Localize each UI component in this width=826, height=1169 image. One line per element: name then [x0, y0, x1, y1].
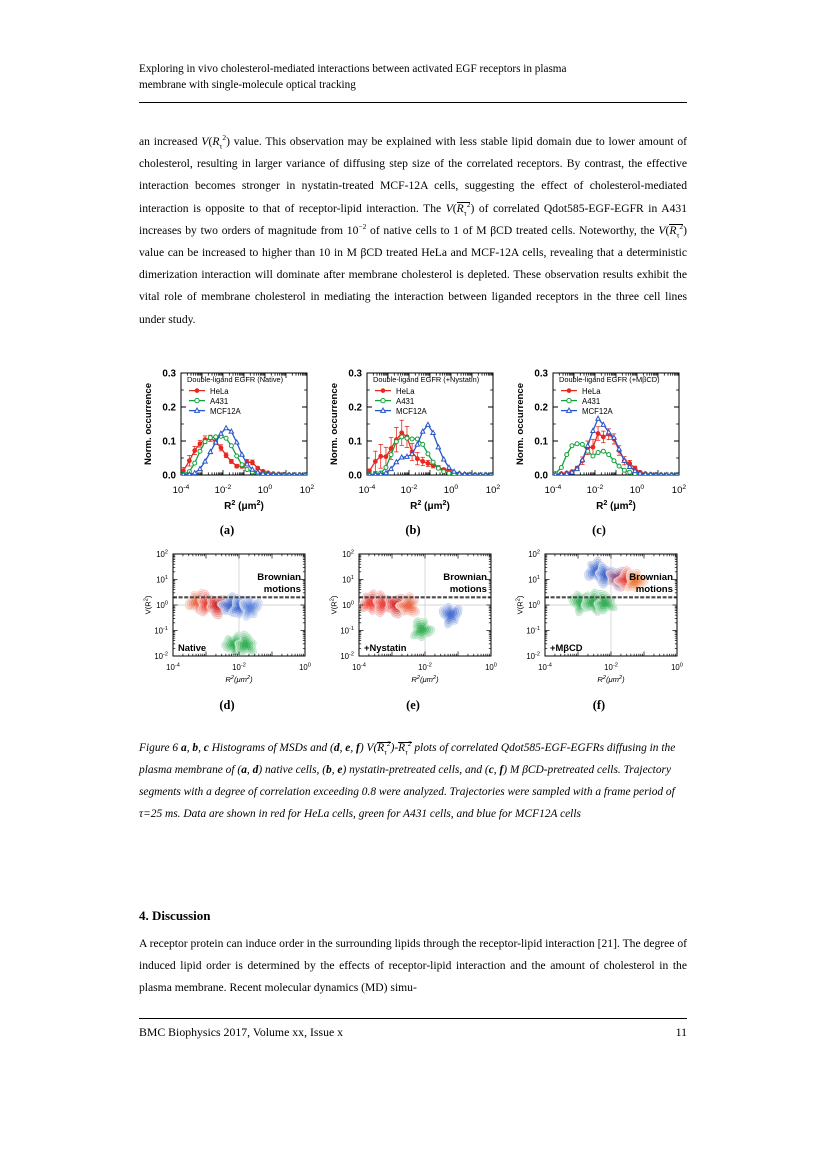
svg-text:+Nystatin: +Nystatin	[364, 642, 407, 653]
svg-text:10-4: $10^{-4}$	[538, 662, 552, 672]
histogram-svg-b	[325, 363, 501, 521]
svg-text:10-1: $10^{-1}$	[340, 626, 354, 636]
svg-text:10-4: $10^{-4}$	[352, 662, 366, 672]
svg-text:MCF12A: MCF12A	[582, 406, 613, 416]
page-footer	[139, 1025, 687, 1040]
figure-row-histograms	[139, 363, 687, 538]
panel-e	[325, 544, 501, 713]
section-heading-discussion: 4. Discussion	[139, 908, 211, 923]
panel-d	[139, 544, 315, 713]
svg-text:0.2: 0.2	[534, 402, 548, 414]
svg-text:100: $10^0$	[299, 662, 311, 672]
contour-chart-f	[511, 544, 687, 696]
figure-6	[139, 363, 687, 713]
contour-chart-e	[325, 544, 501, 696]
svg-text:motions: motions	[449, 584, 487, 595]
svg-text:10-4: $10^{-4}$	[172, 484, 190, 496]
svg-text:Norm. occurrence: Norm. occurrence	[329, 382, 340, 466]
panel-c	[511, 363, 687, 538]
svg-text:100: $10^0$	[629, 484, 645, 496]
svg-text:10-1: $10^{-1}$	[154, 626, 168, 636]
svg-text:101: $10^1$	[528, 575, 540, 585]
svg-text:A431: A431	[582, 396, 601, 406]
svg-text:+MβCD: +MβCD	[550, 642, 583, 653]
svg-text:10-2: $10^{-2}$	[526, 651, 540, 661]
svg-text:motions: motions	[263, 584, 301, 595]
footer-divider	[139, 1018, 687, 1019]
histogram-svg-c	[511, 363, 687, 521]
svg-text:100: $10^0$	[342, 600, 354, 610]
svg-text:Norm. occurrence: Norm. occurrence	[143, 382, 154, 466]
footer-journal: BMC Biophysics 2017, Volume xx, Issue x	[139, 1025, 344, 1039]
svg-text:A431: A431	[210, 396, 229, 406]
panel-a-label: (a)	[219, 523, 235, 537]
contour-chart-d	[139, 544, 315, 696]
svg-text:0.0: 0.0	[348, 470, 362, 482]
svg-text:0.3: 0.3	[348, 368, 362, 380]
contour-svg-e	[325, 544, 501, 696]
svg-text:102: $10^2$	[342, 549, 354, 559]
running-head-line-1: Exploring in vivo cholesterol-mediated interactions between activated EGF receptors in plasma	[139, 63, 567, 75]
svg-text:101: $10^1$	[156, 575, 168, 585]
svg-text:10-2: $10^{-2}$	[232, 662, 246, 672]
svg-text:MCF12A: MCF12A	[396, 406, 427, 416]
panel-f-label: (f)	[592, 698, 606, 712]
panel-f	[511, 544, 687, 713]
svg-text:MCF12A: MCF12A	[210, 406, 241, 416]
svg-text:10-4: $10^{-4}$	[544, 484, 562, 496]
svg-text:0.3: 0.3	[534, 368, 548, 380]
histogram-chart-c	[511, 363, 687, 521]
svg-text:V(R2): $V(R^2)$	[329, 595, 339, 615]
svg-text:Brownian: Brownian	[257, 572, 301, 583]
footer-page-number: 11	[675, 1025, 687, 1039]
svg-text:10-2: $10^{-2}$	[214, 484, 232, 496]
svg-text:R2(μm2): $R^2(\mu m^2)$	[597, 675, 625, 684]
svg-text:102: $10^2$	[485, 484, 501, 496]
svg-text:Norm. occurrence: Norm. occurrence	[515, 382, 526, 466]
contour-svg-d	[139, 544, 315, 696]
svg-text:V(R2): $V(R^2)$	[143, 595, 153, 615]
svg-text:HeLa: HeLa	[582, 386, 601, 396]
svg-text:10-2: $10^{-2}$	[586, 484, 604, 496]
body-paragraph-top: an increased $V(R_\tau^2)$ value. This observation may be explained with less stable lipid domain due to lower amount of cholesterol, resulting in larger variance of diffusing step size of the correlated receptors. By contrast, the effective interaction becomes stronger in nystatin-treated MCF-12A cells, suggesting the effect of cholesterol-mediated interaction is opposite to that of receptor-lipid interaction. The $V(R_\tau^2)$ of correlated Qdot585-EGF-EGFR in A431 increases by two orders of magnitude from $10^{-2}$ of native cells to 1 of M βCD treated cells. Noteworthy, the $V(R_\tau^2)$ value can be increased to higher than 10 in M βCD treated HeLa and MCF-12A cells, revealing that a deterministic dimerization interaction will dominate after membrane cholesterol is depleted. These observation results exhibit the vital role of membrane cholesterol in mediating the interaction between liganded receptors in the three cell lines under study.	[139, 133, 688, 326]
svg-text:0.0: 0.0	[162, 470, 176, 482]
svg-text:100: $10^0$	[156, 600, 168, 610]
svg-text:0.0: 0.0	[534, 470, 548, 482]
svg-text:0.1: 0.1	[348, 436, 362, 448]
running-head-line-2: membrane with single-molecule optical tracking	[139, 78, 356, 91]
svg-text:0.2: 0.2	[348, 402, 362, 414]
svg-text:102: $10^2$	[528, 549, 540, 559]
figure-row-contours	[139, 544, 687, 713]
svg-text:10-2: $10^{-2}$	[154, 651, 168, 661]
svg-text:10-1: $10^{-1}$	[526, 626, 540, 636]
svg-text:102: $10^2$	[671, 484, 687, 496]
panel-e-label: (e)	[406, 698, 420, 712]
contour-svg-f	[511, 544, 687, 696]
panel-c-label: (c)	[592, 523, 606, 537]
svg-text:100: $10^0$	[671, 662, 683, 672]
svg-text:100: $10^0$	[485, 662, 497, 672]
panel-a	[139, 363, 315, 538]
svg-text:10-2: $10^{-2}$	[340, 651, 354, 661]
svg-text:R2 (μm2): $R^2$ $(\mu m^2)$	[596, 498, 636, 512]
svg-text:motions: motions	[635, 584, 673, 595]
svg-text:10-2: $10^{-2}$	[604, 662, 618, 672]
svg-text:R2 (μm2): $R^2$ $(\mu m^2)$	[224, 498, 264, 512]
svg-text:0.1: 0.1	[162, 436, 176, 448]
histogram-chart-a	[139, 363, 315, 521]
svg-text:102: $10^2$	[299, 484, 315, 496]
svg-text:0.1: 0.1	[534, 436, 548, 448]
header-divider	[139, 102, 687, 103]
svg-text:A431: A431	[396, 396, 415, 406]
panel-d-label: (d)	[219, 698, 235, 712]
discussion-paragraph: A receptor protein can induce order in the surrounding lipids through the receptor-lipid interaction [21]. The degree of induced lipid order is determined by the effects of receptor-lipid interaction and the amount of cholesterol in the plasma membrane. Recent molecular dynamics (MD) simu-	[139, 937, 687, 995]
svg-text:R2(μm2): $R^2(\mu m^2)$	[225, 675, 253, 684]
svg-text:100: $10^0$	[528, 600, 540, 610]
svg-text:10-4: $10^{-4}$	[358, 484, 376, 496]
svg-text:10-2: $10^{-2}$	[400, 484, 418, 496]
svg-text:0.3: 0.3	[162, 368, 176, 380]
svg-text:101: $10^1$	[342, 575, 354, 585]
svg-text:Brownian: Brownian	[443, 572, 487, 583]
running-head	[139, 62, 687, 93]
svg-text:10-4: $10^{-4}$	[166, 662, 180, 672]
svg-text:102: $10^2$	[156, 549, 168, 559]
panel-b	[325, 363, 501, 538]
histogram-chart-b	[325, 363, 501, 521]
svg-text:Double-ligand EGFR (+Nystatin): Double-ligand EGFR (+Nystatin)	[373, 375, 480, 384]
svg-text:HeLa: HeLa	[396, 386, 415, 396]
histogram-svg-a	[139, 363, 315, 521]
svg-text:R2 (μm2): $R^2$ $(\mu m^2)$	[410, 498, 450, 512]
svg-text:Native: Native	[178, 642, 207, 653]
svg-text:HeLa: HeLa	[210, 386, 229, 396]
svg-text:0.2: 0.2	[162, 402, 176, 414]
svg-text:100: $10^0$	[443, 484, 459, 496]
svg-text:V(R2): $V(R^2)$	[515, 595, 525, 615]
svg-text:Double-ligand EGFR (+MβCD): Double-ligand EGFR (+MβCD)	[559, 375, 660, 384]
svg-text:100: $10^0$	[257, 484, 273, 496]
svg-text:Brownian: Brownian	[629, 572, 673, 583]
panel-b-label: (b)	[405, 523, 421, 537]
svg-text:10-2: $10^{-2}$	[418, 662, 432, 672]
svg-text:R2(μm2): $R^2(\mu m^2)$	[411, 675, 439, 684]
figure-caption: Figure 6 a, b, c Histograms of MSDs and (d, e, f) $V(R_\tau^2)-R_\tau^2$ plots of correlated Qdot585-EGF-EGFRs diffusing in the plasma membrane of (a, d) native cells, (b, e) nystatin-pretreated cells, and (c, f) M βCD-pretreated cells. Trajectory segments with a degree of correlation exceeding 0.8 were analyzed. Trajectories were sampled with a frame period of τ=25 ms. Data are shown in red for HeLa cells, green for A431 cells, and blue for MCF12A cells	[139, 739, 676, 821]
svg-text:Double-ligand EGFR (Native): Double-ligand EGFR (Native)	[187, 375, 284, 384]
